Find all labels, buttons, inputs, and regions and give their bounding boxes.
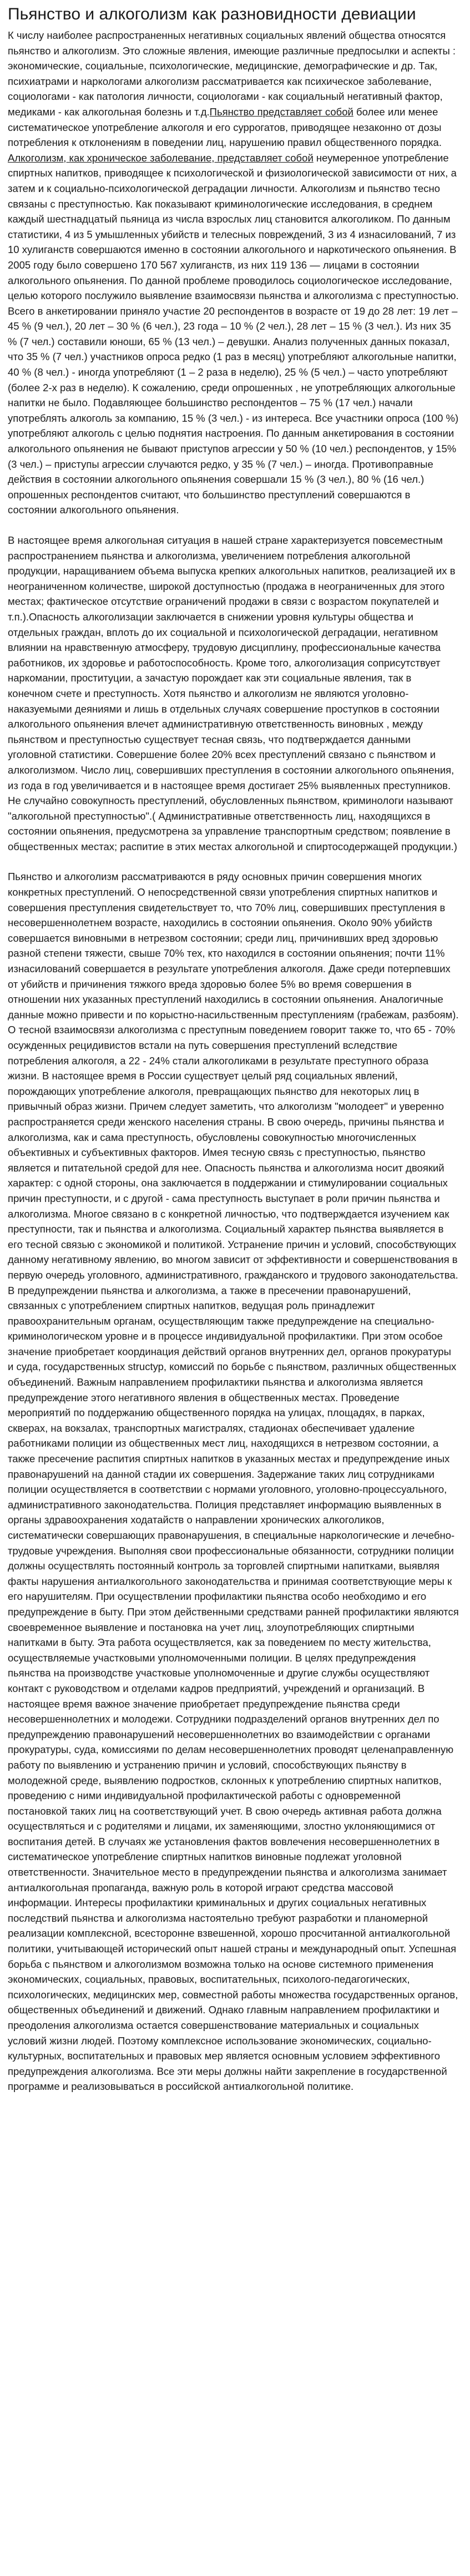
article-paragraph [8, 28, 459, 518]
paragraph-text: Пьянство и алкоголизм рассматриваются в ряду основных причин совершения многих конкретных преступлений. О непосредственной связи употребления спиртных напитков и совершения преступления свидетельствует то, что 70% лиц, совершивших преступления в несовершеннолетнем возрасте, находились в состоянии опьянения. Около 90% убийств совершается виновными в нетрезвом состоянии; среди лиц, причинивших вред здоровью разной степени тяжести, свыше 70% тех, кто находился в состоянии опьянения; почти 11% изнасилований совершается в результате употребления алкоголя. Даже среди потерпевших от убийств и причинения тяжкого вреда здоровью более 5% во время совершения в отношении них указанных преступлений находились в состоянии опьянения. Аналогичные данные можно привести и по корыстно-насильственным преступлениям (грабежам, разбоям). О тесной взаимосвязи алкоголизма с преступным поведением говорит также то, что 65 - 70% осужденных рецидивистов встали на путь совершения преступлений вследствие потребления алкоголя, а 22 - 24% стали алкоголиками в результате преступного образа жизни. В настоящее время в России существует целый ряд социальных явлений, порождающих употребление алкоголя, превращающих пьянство для некоторых лиц в привычный образ жизни. Причем следует заметить, что алкоголизм "молодеет" и уверенно распространяется среди женского населения страны. В свою очередь, причины пьянства и алкоголизма, как и сама преступность, обусловлены совокупностью многочисленных объективных и субъективных факторов. Имея тесную связь с преступностью, пьянство является и питательной средой для нее. Опасность пьянства и алкоголизма носит двоякий характер: с одной стороны, она заключается в поддержании и стимулировании социальных причин преступности, и с другой - сама преступность выступает в роли причин пьянства и алкоголизма. Многое связано в с конкретной личностью, что подтверждается изучением как преступности, так и пьянства и алкоголизма. Социальный характер пьянства выявляется в его тесной связью с экономикой и политикой. Устранение причин и условий, способствующих данному негативному явлению, во многом зависит от эффективности и совершенствования в первую очередь уголовного, административного, гражданского и трудового законодательства. В предупреждении пьянства и алкоголизма, а также в пресечении правонарушений, связанных с употреблением спиртных напитков, ведущая роль принадлежит правоохранительным органам, осуществляющим также предупреждение на специально-криминологическом уровне и в процессе индивидуальной профилактики. При этом особое значение приобретает координация действий органов внутренних дел, органов прокуратуры и суда, государственных structур, комиссий по борьбе с пьянством, различных общественных объединений. Важным направлением профилактики пьянства и алкоголизма является предупреждение этого негативного явления в общественных местах. Проведение мероприятий по поддержанию общественного порядка на улицах, площадях, в парках, скверах, на вокзалах, транспортных магистралях, стадионах обеспечивает удаление работниками полиции из общественных мест лиц, находящихся в нетрезвом состоянии, а также пресечение распития спиртных напитков в указанных местах и предупреждение иных правонарушений на данной стадии их совершения. Задержание таких лиц сотрудниками полиции осуществляется в соответствии с нормами уголовного, уголовно-процессуального, административного законодательства. Полиция представляет информацию выявленных в органы здравоохранения ходатайств о направлении хронических алкоголиков, систематически совершающих правонарушения, в специальные наркологические и лечебно-трудовые учреждения. Выполняя свои профессиональные обязанности, сотрудники полиции должны осуществлять постоянный контроль за торговлей спиртными напитками, выявляя факты нарушения антиалкогольного законодательства и принимая соответствующие меры к его нарушителям. При осуществлении профилактики пьянства особо необходимо и его предупреждение в быту. При этом действенными средствами ранней профилактики являются своевременное выявление и постановка на учет лиц, злоупотребляющих спиртными напитками в быту. Эта работа осуществляется, как за поведением по месту жительства, осуществляемые участковыми уполномоченными полиции. В целях предупреждения пьянства на производстве участковые уполномоченные и другие службы осуществляют контакт с руководством и отделами кадров предприятий, учреждений и организаций. В настоящее время важное значение приобретает предупреждение пьянства среди несовершеннолетних и молодежи. Сотрудники подразделений органов внутренних дел по предупреждению правонарушений несовершеннолетних во взаимодействии с органами прокуратуры, суда, комиссиями по делам несовершеннолетних проводят целенаправленную работу по выявлению и устранению причин и условий, способствующих пьянству в молодежной среде, выявлению подростков, склонных к употреблению спиртных напитков, проведению с ними индивидуальной профилактической работы с одновременной постановкой таких лиц на соответствующий учет. В свою очередь активная работа должна осуществляться и с родителями и лицами, их заменяющими, злостно уклоняющимися от воспитания детей. В случаях же установления фактов вовлечения несовершеннолетних в систематическое употребление спиртных напитков виновные подлежат уголовной ответственности. Значительное место в предупреждении пьянства и алкоголизма занимает антиалкогольная пропаганда, важную роль в которой играют средства массовой информации. Интересы профилактики криминальных и других социальных негативных последствий пьянства и алкоголизма настоятельно требуют разработки и планомерной реализации комплексной, всесторонне взвешенной, хорошо просчитанной антиалкогольной политики, учитывающей исторический опыт нашей страны и международный опыт. Успешная борьба с пьянством и алкоголизмом возможна только на основе системного применения экономических, социальных, правовых, воспитательных, психолого-педагогических, психологических, медицинских мер, совместной работы множества государственных органов, общественных объединений и движений. Однако главным направлением профилактики и преодоления алкоголизма остается совершенствование материальных и социальных условий жизни людей. Поэтому комплексное использование экономических, социально-культурных, воспитательных и правовых мер является основным условием эффективного предупреждения алкоголизма. Все эти меры должны найти закрепление в государственной программе и реализовываться в российской антиалкогольной политике. [8, 871, 459, 2093]
article-body [8, 28, 459, 2094]
article-paragraph [8, 533, 459, 854]
paragraph-text: В настоящее время алкогольная ситуация в нашей стране характеризуется повсеместным распространением пьянства и алкоголизма, увеличением потребления алкогольной продукции, наращиванием объема выпуска крепких алкогольных напитков, реализацией их в неограниченном количестве, широкой доступностью (продажа в неограниченных для этого местах; фактическое отсутствие ограничений продажи в связи с возрастом покупателей и т.п.).Опасность алкоголизации заключается в снижении уровня культуры общества и отдельных граждан, вплоть до их социальной и психологической деградации, негативном влиянии на нравственную атмосферу, трудовую дисциплину, профессиональные качества работников, их здоровье и работоспособность. Кроме того, алкоголизация соприсутствует наркомании, проституции, а зачастую порождает как эти социальные явления, так в конечном счете и преступность. Хотя пьянство и алкоголизм не являются уголовно-наказуемыми деяниями и лишь в отдельных случаях совершение проступков в состоянии алкогольного опьянения влечет административную ответственность виновных , между пьянством и преступностью существует тесная связь, что подтверждается данными уголовной статистики. Совершение более 20% всех преступлений связано с пьянством и алкоголизмом. Число лиц, совершивших преступления в состоянии алкогольного опьянения, из года в год увеличивается и в настоящее время достигает 25% выявленных преступников. Не случайно совокупность преступлений, обусловленных пьянством, криминологи называют "алкогольной преступностью".( Административные ответственность лиц, находящихся в состоянии опьянения, предусмотрена за управление транспортным средством; появление в общественных местах; распитие в этих местах алкогольной и спиртосодержащей продукции.) [8, 534, 457, 852]
article-title: Пьянство и алкоголизм как разновидности девиации [8, 5, 416, 23]
underlined-text: Алкоголизм, как хроническое заболевание, представляет собой [8, 151, 314, 164]
article-paragraph [8, 869, 459, 2094]
paragraph-text: неумеренное употребление спиртных напитков, приводящее к психологической и физиологической зависимости от них, а затем и к социально-психологической деградации личности. Алкоголизм и пьянство тесно связаны с преступностью. Как показывают криминологические исследования, в среднем каждый шестнадцатый пьяница из числа взрослых лиц становится алкоголиком. По данным статистики, 4 из 5 умышленных убийств и телесных повреждений, 3 из 4 изнасилований, 7 из 10 хулиганств совершаются именно в состоянии алкогольного и наркотического опьянения. В 2005 году было совершено 170 567 хулиганств, из них 119 136 — лицами в состоянии алкогольного опьянения. По данной проблеме проводилось социологическое исследование, целью которого послужило выявление взаимосвязи пьянства и алкоголизма с преступностью. Всего в анкетировании приняло участие 20 респондентов в возрасте от 19 до 28 лет: 19 лет – 45 % (9 чел.), 20 лет – 30 % (6 чел.), 23 года – 10 % (2 чел.), 28 лет – 15 % (3 чел.). Из них 35 % (7 чел.) составили юноши, 65 % (13 чел.) – девушки. Анализ полученных данных показал, что 35 % (7 чел.) участников опроса редко (1 раз в месяц) употребляют алкогольные напитки, 40 % (8 чел.) - иногда употребляют (1 – 2 раза в неделю), 25 % (5 чел.) – часто употребляют (более 2-х раз в неделю). К сожалению, среди опрошенных , не употребляющих алкогольные напитки не было. Подавляющее большинство респондентов – 75 % (17 чел.) начали употреблять алкоголь за компанию, 15 % (3 чел.) - из интереса. Все участники опроса (100 %) употребляют алкоголь с целью поднятия настроения. По данным анкетирования в состоянии алкогольного опьянения не бывают приступов агрессии у 50 % (10 чел.) респондентов, у 15% (3 чел.) – приступы агрессии случаются редко, у 35 % (7 чел.) – иногда. Противоправные действия в состоянии алкогольного опьянения совершали 15 % (3 чел.), 80 % (16 чел.) опрошенных респондентов считают, что большинство преступлений совершаются в состоянии алкогольного опьянения. [8, 151, 459, 516]
paragraph-text: К числу наиболее распространенных негативных социальных явлений общества относятся пьянство и алкоголизм. Это сложные явления, имеющие различные предпосылки и аспекты : экономические, социальные, психологические, медицинские, демографические и др. Так, психиатрами и наркологами алкоголизм рассматривается как психическое заболевание, социологами - как патология личности, социологами - как социальный негативный фактор, медиками - как алкогольная болезнь и т.д. [8, 29, 456, 118]
underlined-text: Пьянство представляет собой [209, 105, 353, 118]
paragraph-text: более или менее систематическое употребление алкоголя и его суррогатов, приводящее незаконно от дозы потребления к отклонениям в поведении лиц, нарушению правил общественного порядка. [8, 105, 442, 149]
